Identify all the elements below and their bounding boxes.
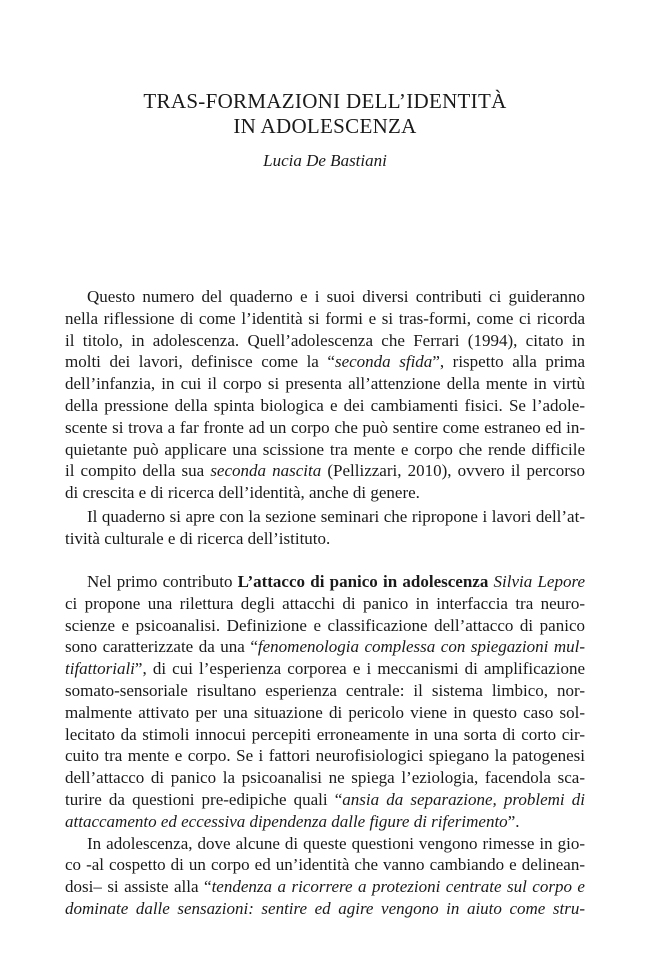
text-line: [65, 417, 585, 439]
paragraph-3: [65, 571, 585, 920]
author-name: Lucia De Bastiani: [263, 151, 387, 170]
text-line: [65, 286, 585, 308]
text-run: della pressione della spinta biologica e dei cambiamenti fisici. Se l’adole-: [65, 395, 585, 415]
italic-text: tendenza a ricorrere a protezioni centrate sul corpo e: [211, 877, 585, 897]
text-line: [65, 745, 585, 767]
text-line: [65, 571, 585, 593]
text-line: [65, 351, 585, 373]
text-line: [65, 439, 585, 461]
text-line: [65, 482, 585, 504]
italic-text: Silvia Lepore: [493, 572, 586, 591]
text-run: Il quaderno si apre con la sezione seminari che ripropone i lavori dell’at-: [87, 507, 585, 526]
text-run: scente si trova a far fronte ad un corpo che può sentire come estraneo ed in-: [65, 417, 585, 437]
text-run: somato-sensoriale risultano esperienza centrale: il sistema limbico, nor-: [65, 680, 585, 700]
text-line: [65, 395, 585, 417]
text-run: molti dei lavori, definisce come la “: [65, 352, 335, 372]
text-line: [65, 506, 585, 528]
text-run: malmente attivato per una situazione di pericolo viene in questo caso sol-: [65, 702, 585, 722]
title-line-2: IN ADOLESCENZA: [233, 114, 417, 138]
italic-text: attaccamento ed eccessiva dipendenza dalle figure di riferimento: [65, 811, 508, 831]
text-line: [65, 876, 585, 898]
text-run: sono caratterizzate da una “: [65, 637, 258, 657]
title-line-1: TRAS-FORMAZIONI DELL’IDENTITÀ: [143, 89, 507, 113]
text-line: [65, 898, 585, 920]
italic-text: seconda sfida: [334, 352, 433, 372]
text-line: [65, 767, 585, 789]
text-line: [65, 658, 585, 680]
text-run: nella riflessione di come l’identità si formi e si tras-formi, come ci ricorda: [65, 308, 585, 328]
text-run: co -al cospetto di un corpo ed un’identità che vanno cambiando e delinean-: [65, 855, 585, 875]
text-run: dell’attacco di panico la psicoanalisi ne spiega l’eziologia, facendola sca-: [65, 768, 585, 788]
text-line: [65, 593, 585, 615]
text-line: [65, 789, 585, 811]
text-run: ”.: [507, 811, 520, 831]
paragraph-2: [65, 506, 585, 550]
text-line: [65, 854, 585, 876]
text-run: (Pellizzari, 2010), ovvero il percorso: [321, 461, 585, 481]
text-run: ci propone una rilettura degli attacchi di panico in interfaccia tra neuro-: [65, 593, 585, 613]
text-line: [65, 615, 585, 637]
text-line: [65, 373, 585, 395]
text-run: Nel primo contributo: [87, 572, 238, 591]
text-run: scienze e psicoanalisi. Definizione e classificazione dell’attacco di panico: [65, 615, 585, 635]
text-run: il titolo, in adolescenza. Quell’adolescenza che Ferrari (1994), citato in: [65, 330, 585, 350]
text-run: In adolescenza, dove alcune di queste questioni vengono rimesse in gio-: [87, 833, 585, 853]
italic-text: tifattoriali: [65, 659, 135, 679]
italic-text: dominate dalle sensazioni: sentire ed agire vengono in aiuto come stru-: [65, 898, 585, 918]
text-line: [65, 528, 585, 550]
text-line: [65, 833, 585, 855]
italic-text: ansia da separazione, problemi di: [342, 789, 585, 809]
text-line: [65, 330, 585, 352]
text-line: [65, 724, 585, 746]
text-run: Questo numero del quaderno e i suoi diversi contributi ci guideranno: [87, 287, 585, 306]
italic-text: fenomenologia complessa con spiegazioni mul-: [257, 637, 585, 657]
text-run: lecitato da stimoli innocui percepiti erroneamente in una sorta di corto cir-: [65, 724, 585, 744]
text-line: [65, 702, 585, 724]
text-run: cuito tra mente e corpo. Se i fattori neurofisiologici spiegano la patogenesi: [65, 746, 585, 766]
text-run: turire da questioni pre-edipiche quali “: [65, 789, 343, 809]
text-line: [65, 460, 585, 482]
text-run: tività culturale e di ricerca dell’istituto.: [65, 528, 331, 548]
text-line: [65, 308, 585, 330]
text-line: [65, 680, 585, 702]
text-run: il compito della sua: [65, 461, 211, 481]
text-run: ”, rispetto alla prima: [432, 352, 585, 372]
text-run: dell’infanzia, in cui il corpo si presenta all’attenzione della mente in virtù: [65, 374, 585, 394]
text-run: dosi– si assiste alla “: [65, 877, 212, 897]
bold-text: L’attacco di panico in adolescenza: [237, 572, 489, 591]
paragraph-1: [65, 286, 585, 504]
text-line: [65, 811, 585, 833]
text-run: quietante può applicare una scissione tra mente e corpo che rende difficile: [65, 439, 585, 459]
text-run: di crescita e di ricerca dell’identità, anche di genere.: [65, 483, 420, 503]
text-run: ”, di cui l’esperienza corporea e i meccanismi di amplificazione: [134, 659, 585, 679]
italic-text: seconda nascita: [210, 461, 322, 481]
text-line: [65, 636, 585, 658]
